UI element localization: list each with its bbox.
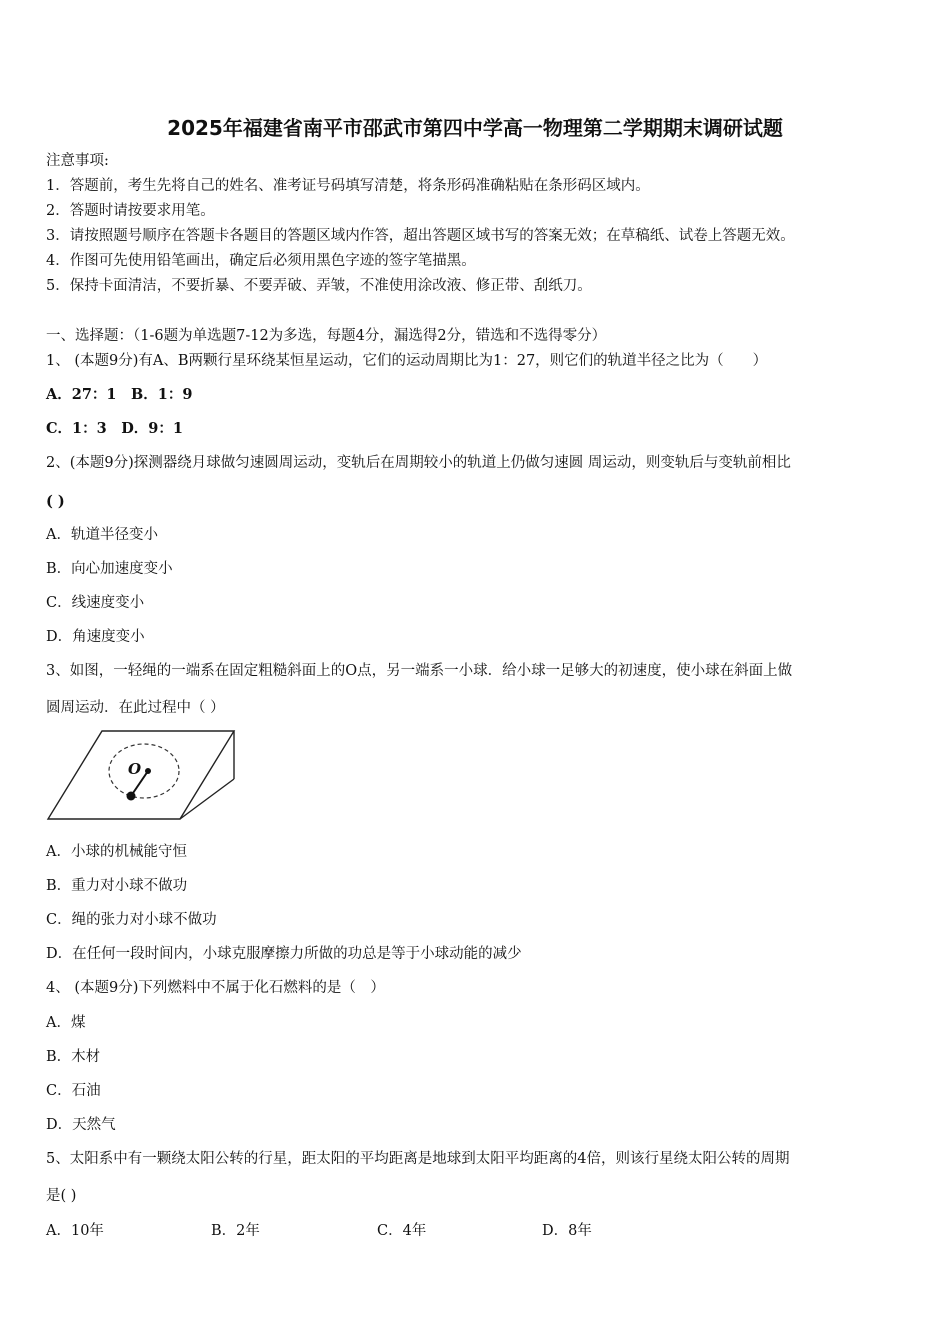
question-2-stem: 2、(本题9分)探测器绕月球做匀速圆周运动，变轨后在周期较小的轨道上仍做匀速圆 周运动，则变轨后与变轨前相比	[46, 455, 791, 471]
question-2-option: A．轨道半径变小	[46, 527, 158, 543]
question-3-option: B．重力对小球不做功	[46, 878, 188, 894]
question-2-option: D．角速度变小	[46, 629, 145, 645]
question-2-stem-cont: ( )	[46, 493, 65, 510]
page-title: 2025年福建省南平市邵武市第四中学高一物理第二学期期末调研试题	[167, 116, 783, 140]
question-4-option: A．煤	[46, 1015, 86, 1031]
question-3-option: A．小球的机械能守恒	[46, 844, 187, 860]
question-5-option: A．10年	[46, 1223, 104, 1239]
question-1-options-cd: C．1：3 D．9：1	[46, 420, 183, 437]
question-5-stem-cont: 是( )	[46, 1188, 77, 1204]
question-4-option: D．天然气	[46, 1117, 116, 1133]
question-2-option: C．线速度变小	[46, 595, 145, 611]
question-1-stem: 1、 (本题9分)有A、B两颗行星环绕某恒星运动，它们的运动周期比为1：27，则它们的轨道半径之比为（ ）	[46, 353, 768, 369]
question-5-option: D．8年	[542, 1223, 592, 1239]
section-heading: 一、选择题：（1-6题为单选题7-12为多选，每题4分，漏选得2分，错选和不选得零分）	[46, 328, 607, 344]
question-1-options-ab: A．27：1 B．1：9	[46, 386, 193, 403]
notice-item: 1．答题前，考生先将自己的姓名、准考证号码填写清楚，将条形码准确粘贴在条形码区域内。	[46, 178, 650, 194]
question-5-option: C．4年	[377, 1223, 427, 1239]
notice-item: 3．请按照题号顺序在答题卡各题目的答题区域内作答，超出答题区域书写的答案无效；在草稿纸、试卷上答题无效。	[46, 228, 795, 244]
question-3-stem: 3、如图，一轻绳的一端系在固定粗糙斜面上的O点，另一端系一小球．给小球一足够大的初速度，使小球在斜面上做	[46, 663, 793, 679]
question-3-option: C．绳的张力对小球不做功	[46, 912, 217, 928]
notice-item: 5．保持卡面清洁，不要折暴、不要弄破、弄皱，不准使用涂改液、修正带、刮纸刀。	[46, 278, 592, 294]
question-4-stem: 4、 (本题9分)下列燃料中不属于化石燃料的是（ ）	[46, 980, 385, 996]
incline-figure	[44, 727, 240, 823]
question-2-option: B．向心加速度变小	[46, 561, 173, 577]
question-5-option: B．2年	[211, 1223, 260, 1239]
question-4-option: B．木材	[46, 1049, 101, 1065]
question-5-stem: 5、太阳系中有一颗绕太阳公转的行星，距太阳的平均距离是地球到太阳平均距离的4倍，则该行星绕太阳公转的周期	[46, 1151, 790, 1167]
notice-item: 2．答题时请按要求用笔。	[46, 203, 215, 219]
notice-item: 4．作图可先使用铅笔画出，确定后必须用黑色字迹的签字笔描黑。	[46, 253, 476, 269]
question-3-option: D．在任何一段时间内，小球克服摩擦力所做的功总是等于小球动能的减少	[46, 946, 522, 962]
question-3-stem-cont: 圆周运动．在此过程中（ ）	[46, 700, 225, 716]
notice-heading: 注意事项:	[46, 153, 109, 169]
question-4-option: C．石油	[46, 1083, 101, 1099]
point-o-label: O	[128, 760, 142, 778]
